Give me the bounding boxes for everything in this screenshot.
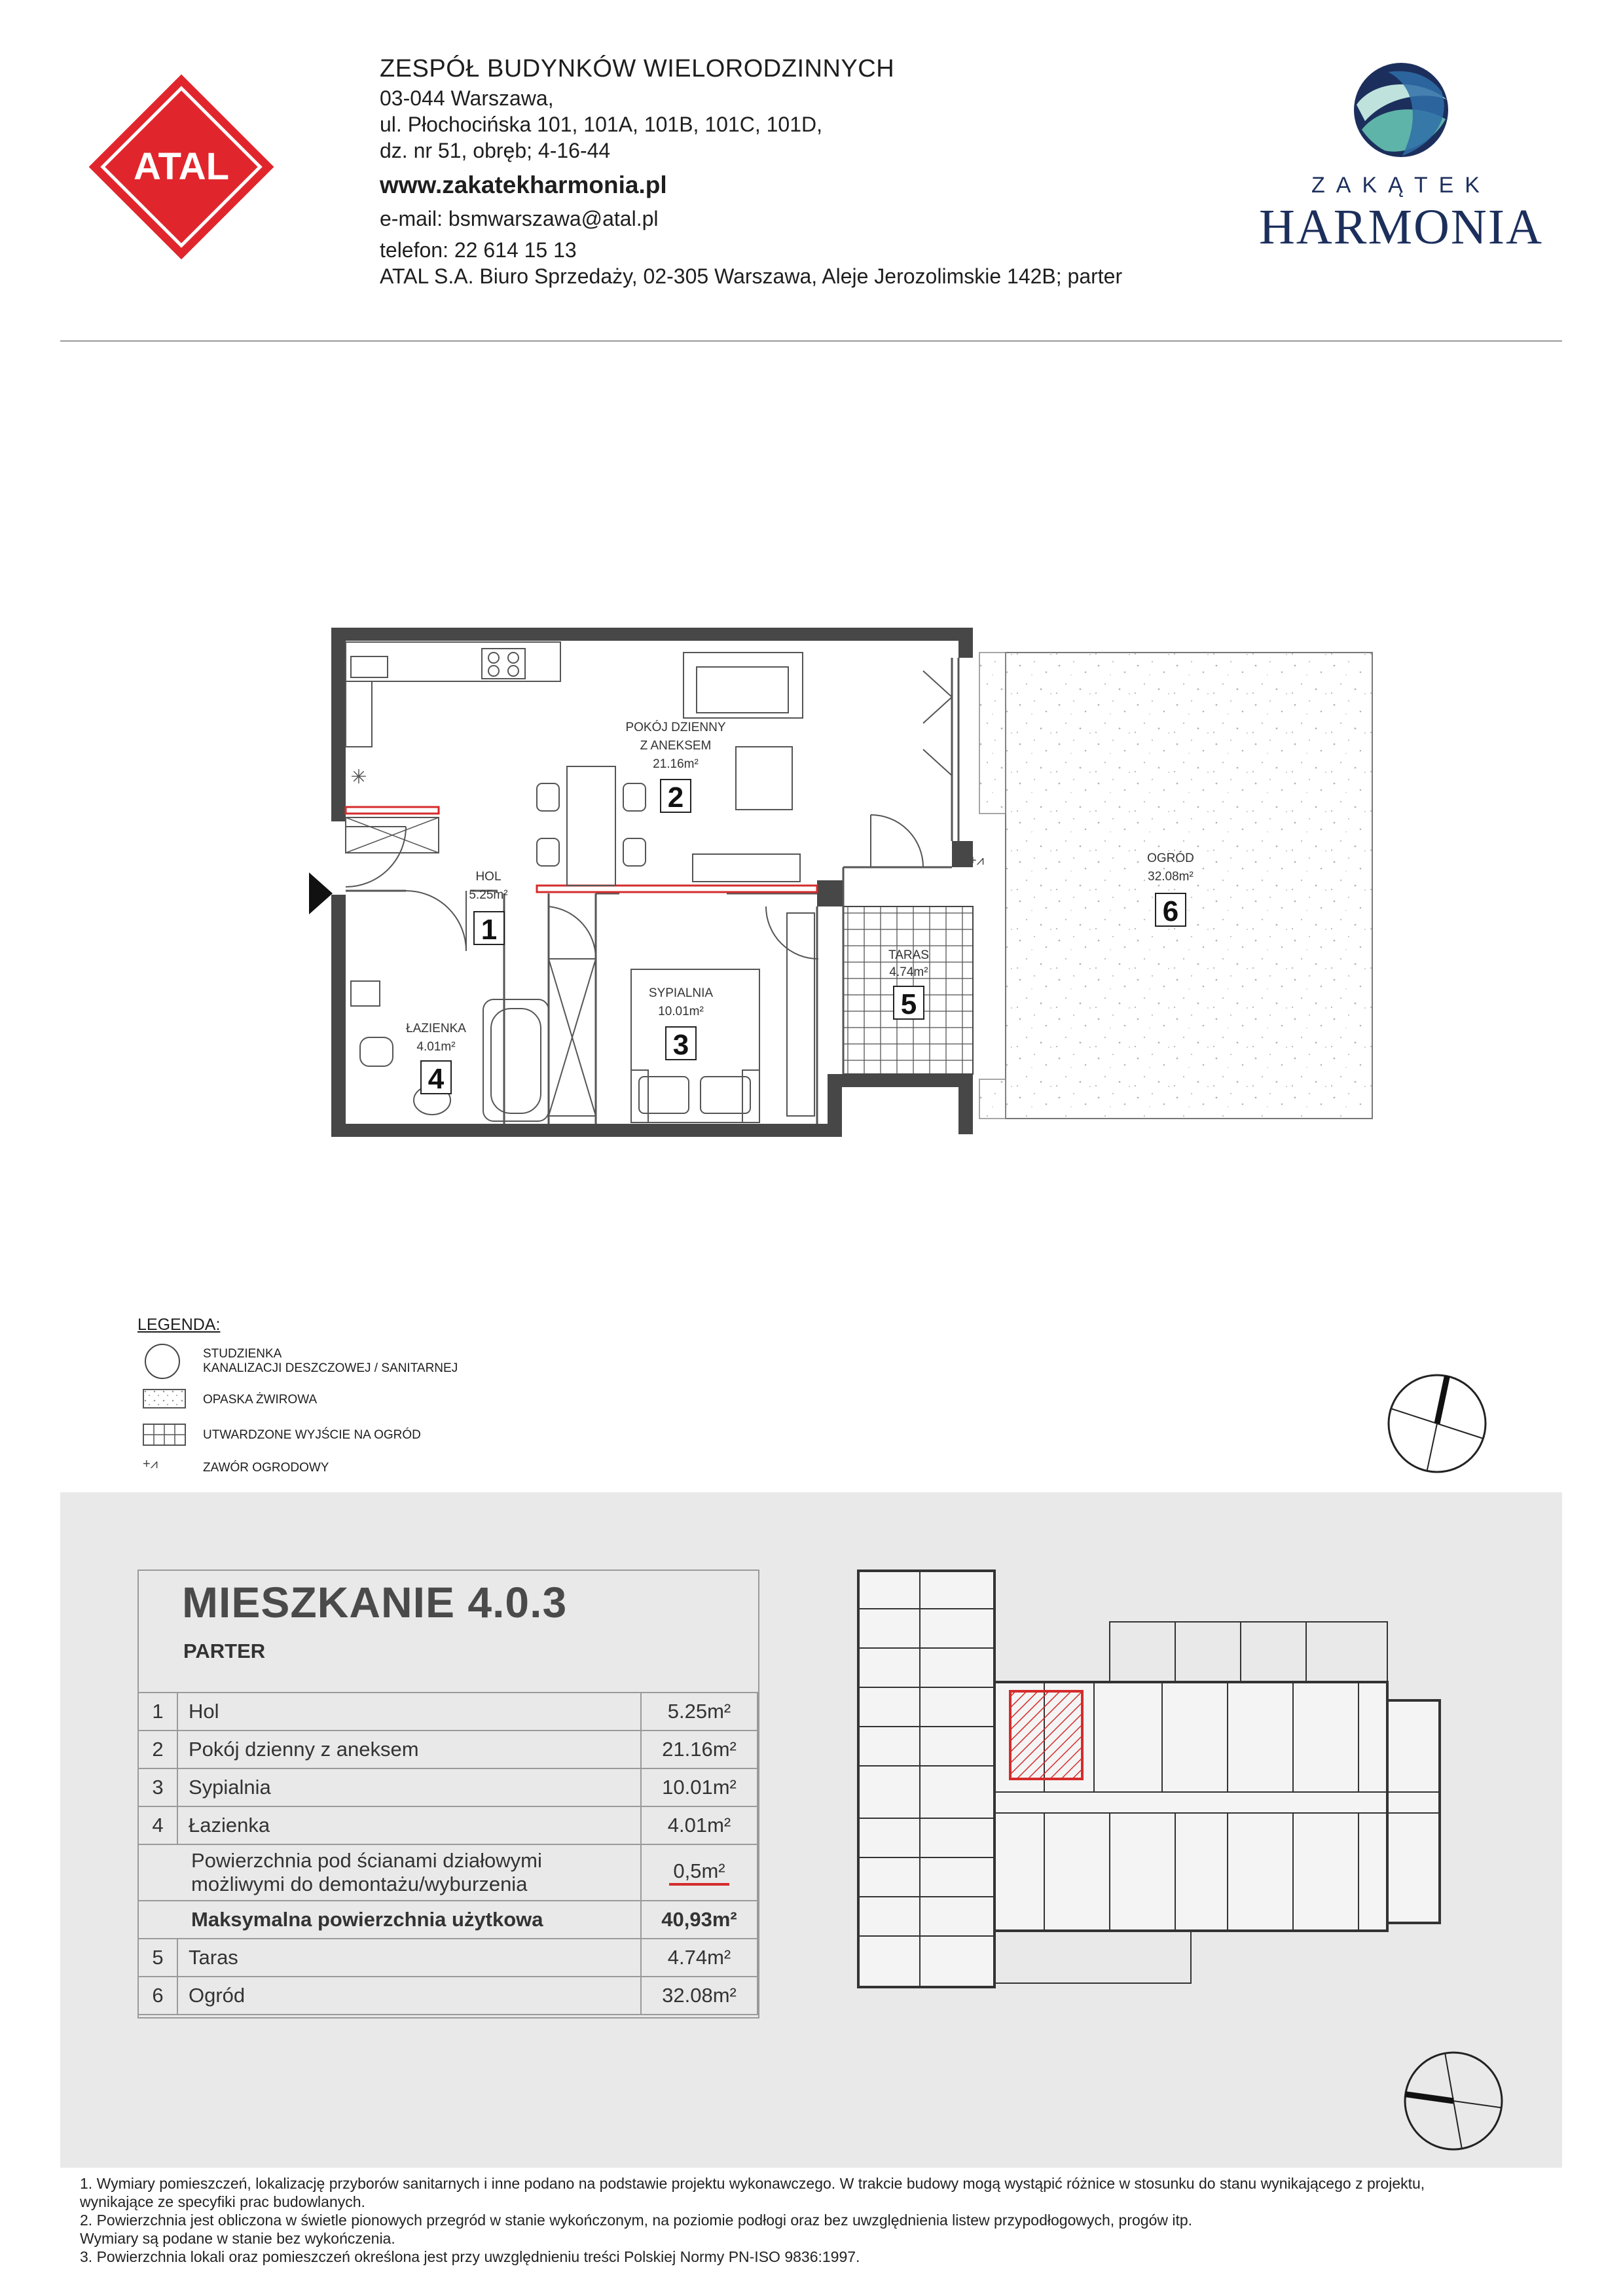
svg-text:1: 1: [481, 914, 498, 946]
row-area: 21.16m²: [641, 1731, 757, 1768]
garden-area: [1006, 653, 1372, 1119]
room-label-bathroom: [406, 1022, 466, 1095]
row-name: Ogród: [177, 1977, 641, 2015]
row-number: 4: [138, 1806, 177, 1844]
table-row: [138, 1977, 757, 2015]
svg-text:OGRÓD: OGRÓD: [1147, 852, 1194, 865]
compass-icon: [1401, 2049, 1506, 2153]
cooktop-icon: [482, 649, 525, 679]
garden-valve-icon: +⩘: [143, 1457, 158, 1471]
row-number: 6: [138, 1977, 177, 2015]
row-name: Taras: [177, 1939, 641, 1977]
svg-text:4.01m²: 4.01m²: [416, 1040, 456, 1054]
table-row-max-area: [138, 1901, 757, 1939]
footnote-1-cont: wynikające ze specyfiki prac budowlanych.: [80, 2193, 365, 2210]
row-area: 32.08m²: [641, 1977, 757, 2015]
svg-text:TARAS: TARAS: [888, 948, 929, 962]
sales-office-line: ATAL S.A. Biuro Sprzedaży, 02-305 Warszawa, Aleje Jerozolimskie 142B; parter: [380, 264, 1123, 288]
svg-text:HOL: HOL: [475, 870, 501, 884]
walls-label: Powierzchnia pod ścianami działowymi możliwymi do demontażu/wyburzenia: [138, 1844, 641, 1901]
header-divider: [60, 340, 1562, 342]
dining-chairs: [537, 783, 646, 866]
address-line-2: ul. Płochocińska 101, 101A, 101B, 101C, 101D,: [380, 113, 822, 136]
walls-area: 0,5m²: [641, 1844, 757, 1901]
atal-logo-text: ATAL: [133, 145, 230, 188]
table-row: [138, 1768, 757, 1806]
svg-text:10.01m²: 10.01m²: [658, 1005, 704, 1018]
footnote-3: 3. Powierzchnia lokali oraz pomieszczeń określona jest przy uwzględnieniu treści Polskiej Normy PN-ISO 9836:1997.: [80, 2248, 860, 2265]
atal-logo: [86, 72, 276, 262]
legend-text-manhole: STUDZIENKA KANALIZACJI DESZCZOWEJ / SANITARNEJ: [203, 1347, 458, 1375]
table-row: [138, 1939, 757, 1977]
svg-text:5: 5: [900, 988, 917, 1020]
website-link[interactable]: www.zakatekharmonia.pl: [380, 171, 667, 198]
row-name: Hol: [177, 1693, 641, 1731]
row-name: Łazienka: [177, 1806, 641, 1844]
compass-icon: [1385, 1371, 1489, 1476]
sofa: [684, 653, 803, 718]
garden-valve-icon: +⩘: [969, 853, 984, 868]
gravel-strip: [979, 653, 1006, 814]
table-row-walls: [138, 1844, 757, 1901]
max-area-value: 40,93m²: [641, 1901, 757, 1939]
dining-table: [567, 766, 615, 886]
fridge: [346, 681, 372, 747]
demolishable-walls: [346, 807, 817, 892]
unit-floor: PARTER: [183, 1640, 266, 1662]
svg-text:4: 4: [428, 1063, 445, 1095]
manhole-circle-icon: [143, 1342, 182, 1381]
brand-name-bottom: HARMONIA: [1259, 200, 1543, 255]
row-number: 1: [138, 1693, 177, 1731]
building-key-plan: [848, 1570, 1450, 1988]
svg-text:POKÓJ DZIENNY: POKÓJ DZIENNY: [625, 721, 726, 734]
email-line[interactable]: e-mail: bsmwarszawa@atal.pl: [380, 207, 659, 230]
table-row: [138, 1731, 757, 1768]
footnotes: [80, 2174, 1553, 2266]
svg-text:32.08m²: 32.08m²: [1148, 870, 1194, 884]
phone-line: telefon: 22 614 15 13: [380, 238, 577, 262]
kitchen-counter: [346, 642, 560, 681]
floor-plan: [308, 619, 1381, 1162]
ventilation-icon: ✳: [350, 766, 367, 788]
bathroom-fixtures: [351, 959, 596, 1121]
coffee-table: [736, 747, 792, 810]
legend-title: LEGENDA:: [137, 1316, 221, 1334]
svg-text:SYPIALNIA: SYPIALNIA: [648, 986, 714, 1000]
highlighted-unit: [1010, 1691, 1082, 1779]
bedroom-wardrobe: [787, 913, 814, 1116]
svg-text:Z ANEKSEM: Z ANEKSEM: [640, 739, 712, 753]
legend-text-gravel: OPASKA ŻWIROWA: [203, 1393, 318, 1407]
gravel-strip-lower: [979, 1079, 1006, 1119]
rooms-table: [137, 1692, 758, 2015]
sink-icon: [351, 656, 388, 677]
zakatek-harmonia-logo: [1257, 59, 1545, 268]
address-line-3: dz. nr 51, obręb; 4-16-44: [380, 139, 611, 162]
svg-text:4.74m²: 4.74m²: [889, 965, 928, 979]
table-row: [138, 1806, 757, 1844]
room-label-living: [625, 720, 725, 814]
table-row: [138, 1693, 757, 1731]
entrance-arrow-icon: [309, 872, 333, 914]
svg-text:6: 6: [1162, 895, 1179, 927]
legend-text-valve: ZAWÓR OGRODOWY: [203, 1461, 329, 1475]
row-name: Pokój dzienny z aneksem: [177, 1731, 641, 1768]
row-area: 4.74m²: [641, 1939, 757, 1977]
footnote-2-cont: Wymiary są podane w stanie bez wykończenia.: [80, 2230, 395, 2247]
project-title: ZESPÓŁ BUDYNKÓW WIELORODZINNYCH: [380, 55, 895, 82]
address-line-1: 03-044 Warszawa,: [380, 86, 554, 110]
max-area-label: Maksymalna powierzchnia użytkowa: [138, 1901, 641, 1939]
row-area: 5.25m²: [641, 1693, 757, 1731]
svg-text:21.16m²: 21.16m²: [653, 757, 699, 771]
svg-text:2: 2: [667, 781, 684, 814]
tv-cabinet: [693, 854, 800, 882]
footnote-1: 1. Wymiary pomieszczeń, lokalizację przyborów sanitarnych i inne podano na podstawie projektu wykonawczego. W trakcie budowy mogą wystąpić różnice w stosunku do stanu wynikającego z projektu,: [80, 2175, 1425, 2192]
brand-name-top: ZAKĄTEK: [1311, 173, 1491, 198]
row-area: 10.01m²: [641, 1768, 757, 1806]
room-label-bedroom: [649, 986, 714, 1061]
footnote-2: 2. Powierzchnia jest obliczona w świetle pionowych przegród w stanie wykończonym, na poziomie podłogi oraz bez uwzględnienia listew przypodłogowych, progów itp.: [80, 2212, 1193, 2229]
svg-text:5.25m²: 5.25m²: [469, 888, 508, 902]
row-number: 2: [138, 1731, 177, 1768]
unit-title: MIESZKANIE 4.0.3: [182, 1578, 568, 1626]
gravel-strip-icon: [143, 1389, 186, 1408]
row-name: Sypialnia: [177, 1768, 641, 1806]
room-label-hol: [469, 870, 507, 946]
svg-text:ŁAZIENKA: ŁAZIENKA: [406, 1022, 466, 1035]
row-area: 4.01m²: [641, 1806, 757, 1844]
legend-text-paved-exit: UTWARDZONE WYJŚCIE NA OGRÓD: [203, 1428, 421, 1442]
svg-text:3: 3: [672, 1029, 689, 1061]
row-number: 5: [138, 1939, 177, 1977]
paved-exit-icon: [143, 1424, 186, 1446]
row-number: 3: [138, 1768, 177, 1806]
